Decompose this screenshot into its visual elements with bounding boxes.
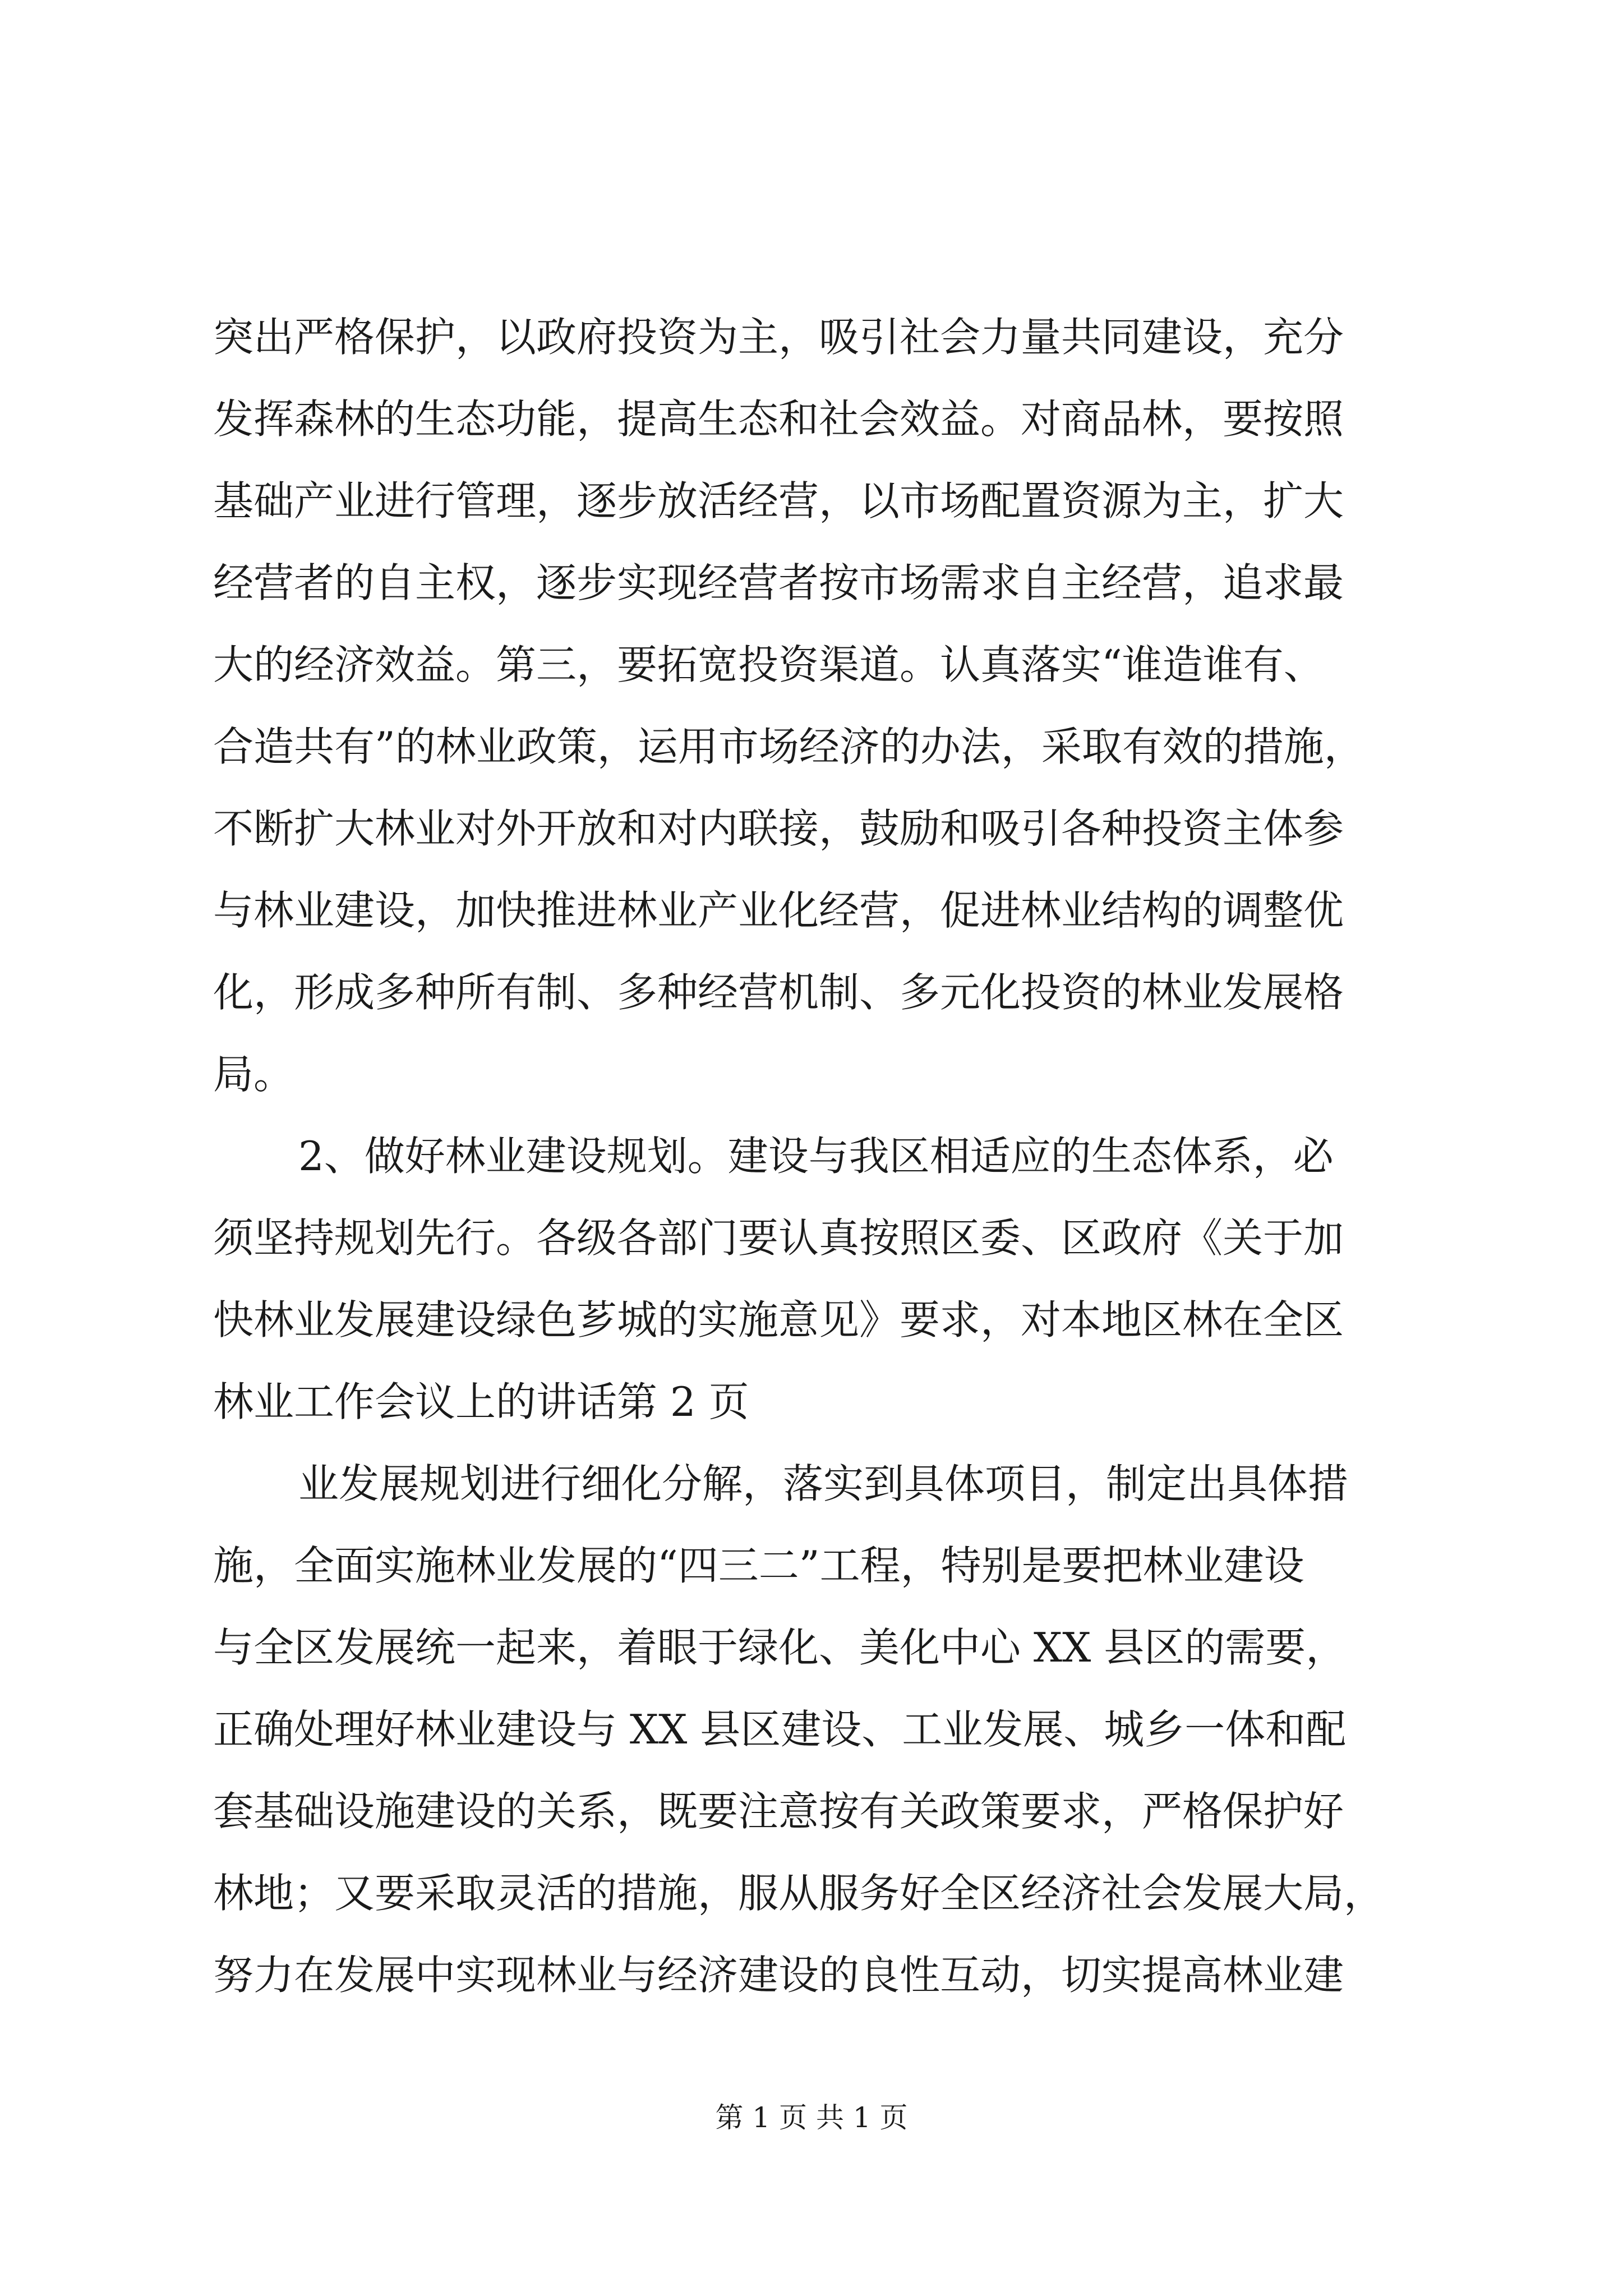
- text-line: 须坚持规划先行。各级各部门要认真按照区委、区政府《关于加: [213, 1214, 1344, 1262]
- text-line: 林地；又要采取灵活的措施，服从服务好全区经济社会发展大局，: [213, 1870, 1385, 1917]
- text-line: 施，全面实施林业发展的“四三二”工程，特别是要把林业建设: [213, 1542, 1304, 1589]
- text-line: 合造共有”的林业政策，运用市场经济的办法，采取有效的措施，: [213, 723, 1364, 770]
- text-line: 与林业建设，加快推进林业产业化经营，促进林业结构的调整优: [213, 887, 1344, 934]
- text-line: 经营者的自主权，逐步实现经营者按市场需求自主经营，追求最: [213, 559, 1344, 606]
- text-line: 大的经济效益。第三，要拓宽投资渠道。认真落实“谁造谁有、: [213, 641, 1324, 688]
- paragraph-start-line: 业发展规划进行细化分解，落实到具体项目，制定出具体措: [298, 1460, 1349, 1507]
- text-line: 快林业发展建设绿色芗城的实施意见》要求，对本地区林在全区: [213, 1296, 1344, 1343]
- page-footer: 第 1 页 共 1 页: [715, 2101, 908, 2134]
- text-line: 基础产业进行管理，逐步放活经营，以市场配置资源为主，扩大: [213, 477, 1344, 524]
- text-line: 努力在发展中实现林业与经济建设的良性互动，切实提高林业建: [213, 1952, 1344, 1999]
- text-line: 与全区发展统一起来，着眼于绿化、美化中心 XX 县区的需要，: [213, 1624, 1347, 1671]
- text-line: 林业工作会议上的讲话第 2 页: [213, 1378, 749, 1425]
- body-text: [213, 296, 1413, 2016]
- text-line: 发挥森林的生态功能，提高生态和社会效益。对商品林，要按照: [213, 395, 1344, 443]
- text-line: 局。: [213, 1051, 294, 1098]
- text-line: 不断扩大林业对外开放和对内联接，鼓励和吸引各种投资主体参: [213, 805, 1344, 852]
- text-line: 化，形成多种所有制、多种经营机制、多元化投资的林业发展格: [213, 969, 1344, 1016]
- text-line: 正确处理好林业建设与 XX 县区建设、工业发展、城乡一体和配: [213, 1706, 1347, 1753]
- text-line: 突出严格保护，以政府投资为主，吸引社会力量共同建设，充分: [213, 314, 1344, 361]
- text-line: 套基础设施建设的关系，既要注意按有关政策要求，严格保护好: [213, 1788, 1344, 1835]
- paragraph-start-line: 2、做好林业建设规划。建设与我区相适应的生态体系，必: [298, 1133, 1334, 1180]
